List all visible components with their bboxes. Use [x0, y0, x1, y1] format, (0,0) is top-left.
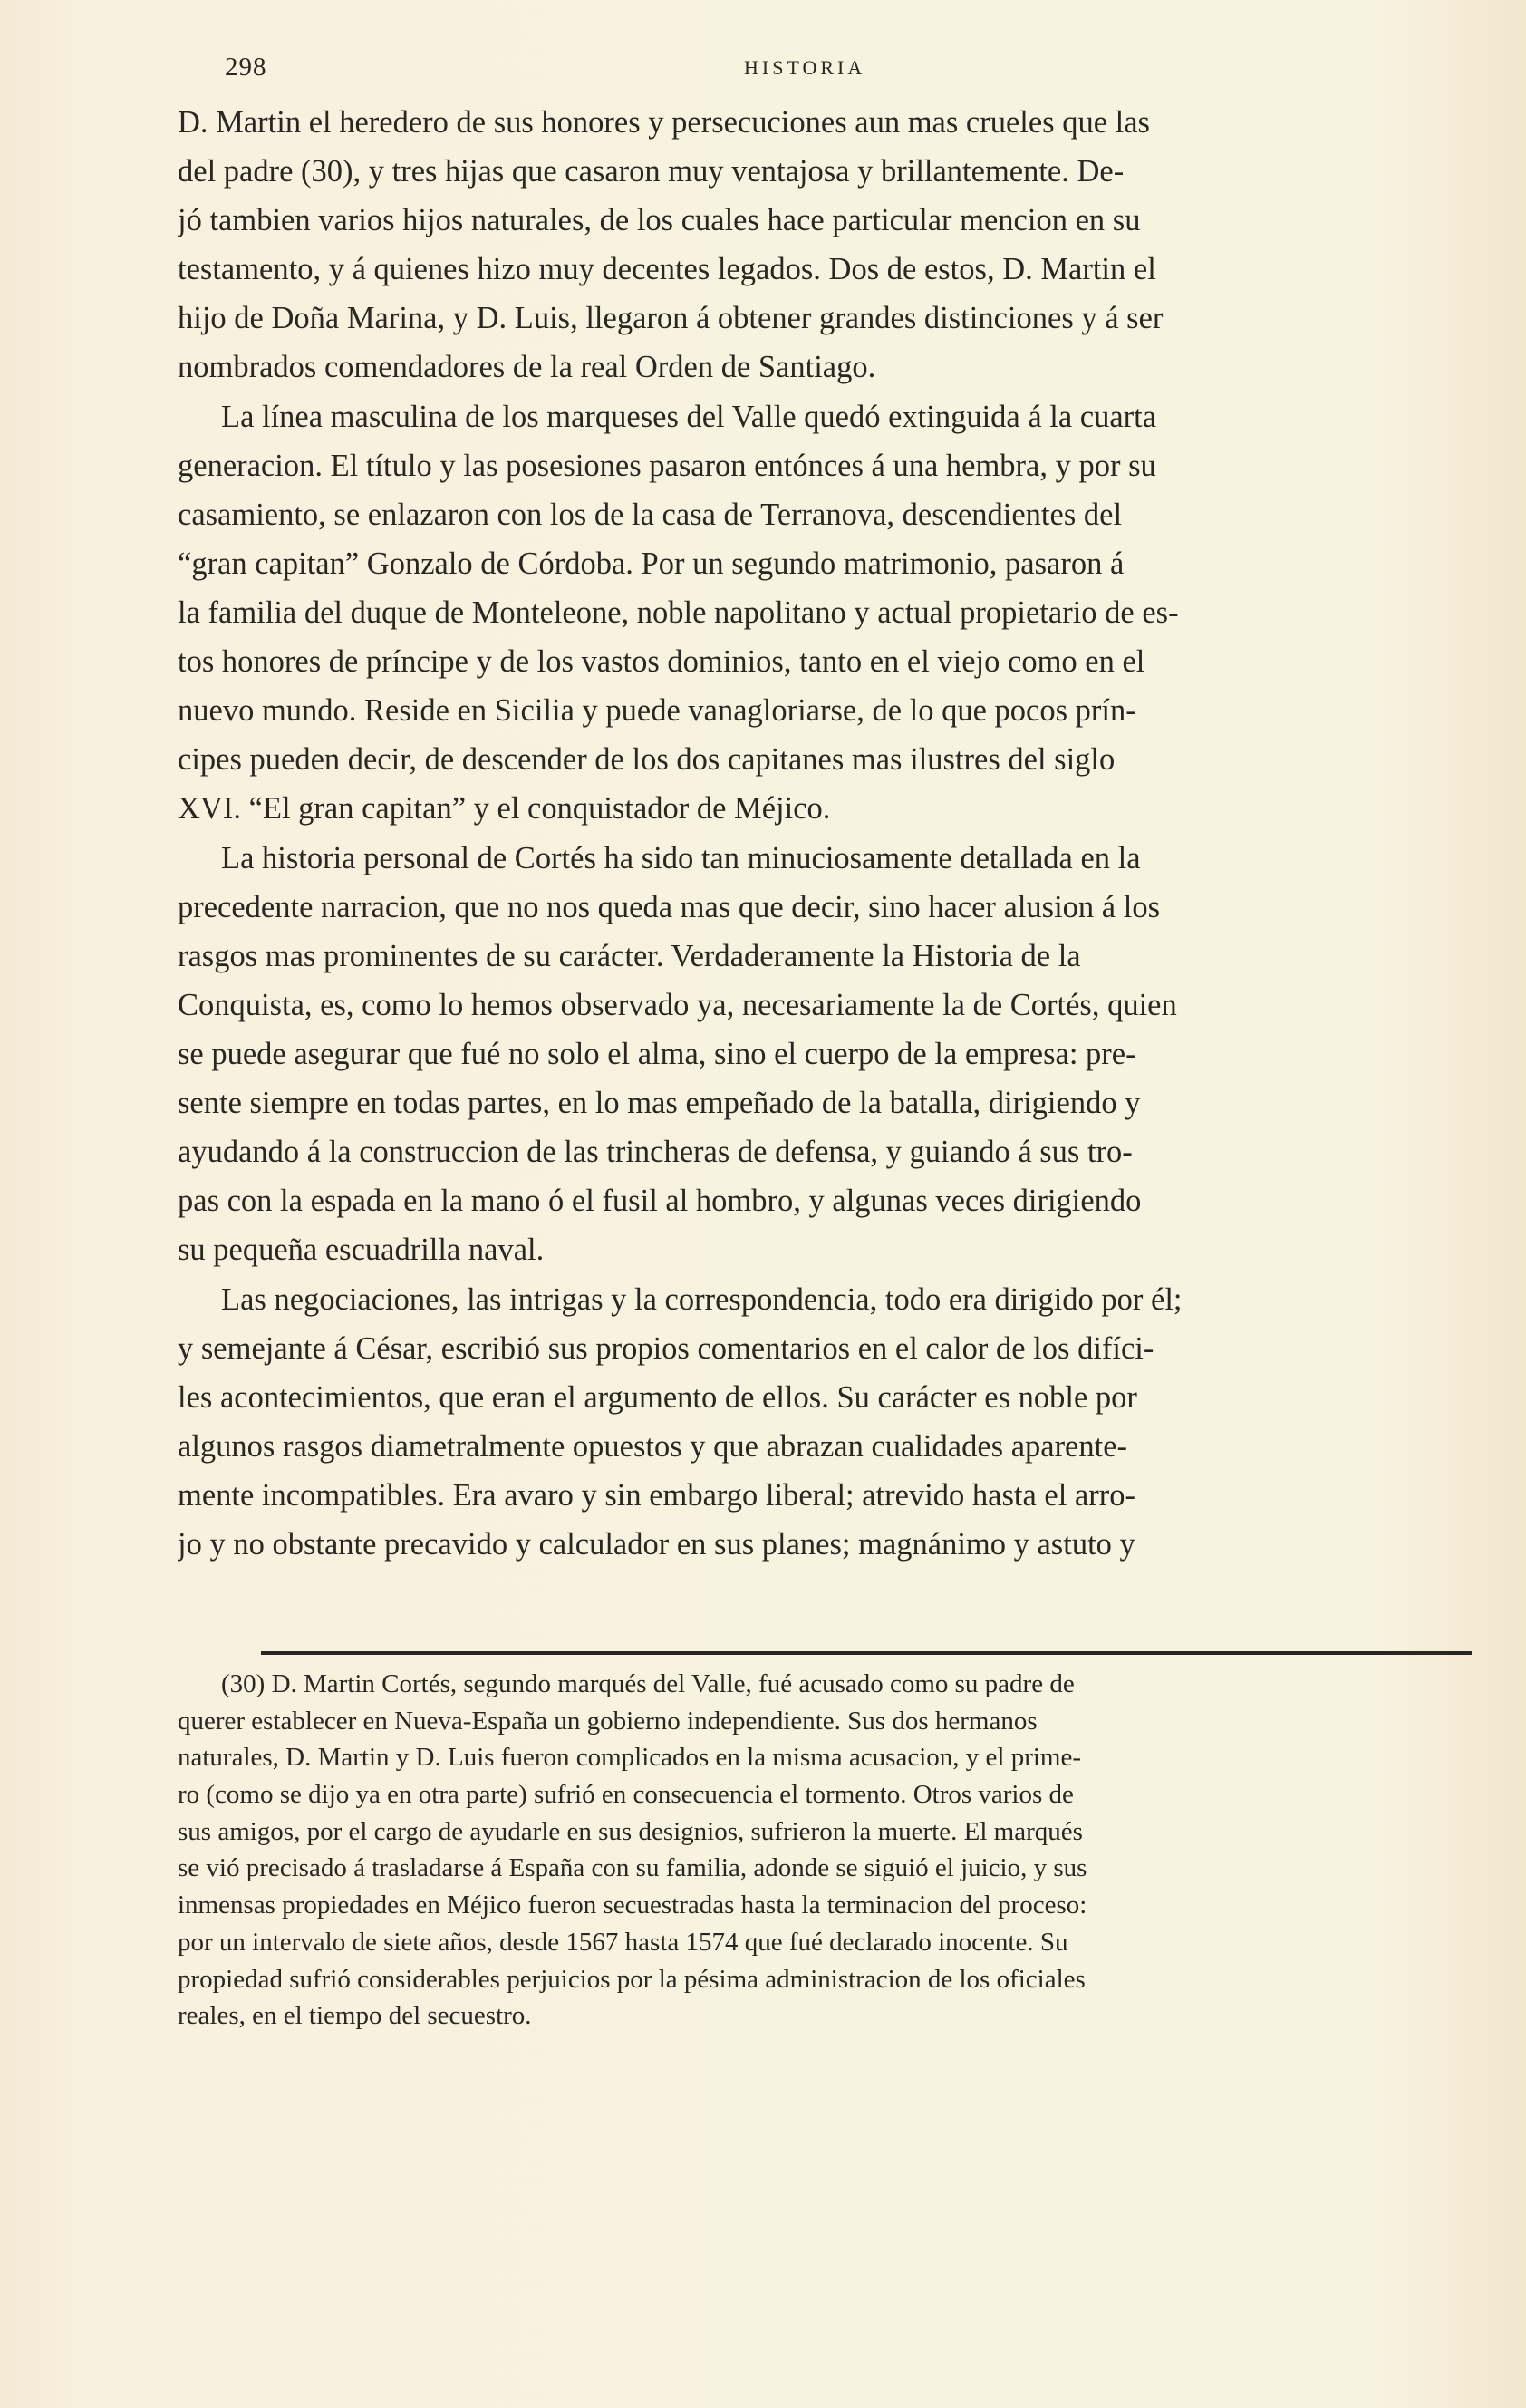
text-line: jo y no obstante precavido y calculador en sus planes; magnánimo y astuto y — [178, 1527, 1135, 1562]
footnote-line: naturales, D. Martin y D. Luis fueron complicados en la misma acusacion, y el prime- — [178, 1743, 1081, 1773]
text-line: se puede asegurar que fué no solo el alma, sino el cuerpo de la empresa: pre- — [178, 1037, 1136, 1071]
footnote-line: inmensas propiedades en Méjico fueron secuestradas hasta la terminacion del proceso: — [178, 1891, 1087, 1920]
text-line: jó tambien varios hijos naturales, de los cuales hace particular mencion en su — [178, 203, 1141, 237]
text-line: rasgos mas prominentes de su carácter. Verdaderamente la Historia de la — [178, 939, 1081, 973]
footnote-line: ro (como se dijo ya en otra parte) sufrió en consecuencia el tormento. Otros varios de — [178, 1780, 1074, 1810]
text-line: D. Martin el heredero de sus honores y persecuciones aun mas crueles que las — [178, 105, 1150, 140]
text-line: Las negociaciones, las intrigas y la correspondencia, todo era dirigido por él; — [221, 1282, 1183, 1317]
text-line: Conquista, es, como lo hemos observado ya, necesariamente la de Cortés, quien — [178, 988, 1177, 1022]
body-text — [178, 98, 1483, 1570]
text-line: La historia personal de Cortés ha sido tan minuciosamente detallada en la — [221, 841, 1141, 875]
paragraph-1 — [178, 98, 1483, 392]
text-line: les acontecimientos, que eran el argumento de ellos. Su carácter es noble por — [178, 1380, 1137, 1415]
text-line: cipes pueden decir, de descender de los dos capitanes mas ilustres del siglo — [178, 742, 1116, 777]
page-number: 298 — [225, 53, 267, 82]
text-line: del padre (30), y tres hijas que casaron muy ventajosa y brillantemente. De- — [178, 154, 1125, 189]
text-line: XVI. “El gran capitan” y el conquistador de Méjico. — [178, 791, 831, 826]
footnote-line: sus amigos, por el cargo de ayudarle en sus designios, sufrieron la muerte. El marqués — [178, 1816, 1083, 1846]
footnote — [178, 1666, 1483, 2035]
text-line: su pequeña escuadrilla naval. — [178, 1233, 545, 1267]
text-line: algunos rasgos diametralmente opuestos y que abrazan cualidades aparente- — [178, 1429, 1128, 1464]
text-line: precedente narracion, que no nos queda mas que decir, sino hacer alusion á los — [178, 890, 1161, 924]
running-head: HISTORIA — [744, 56, 866, 79]
text-line: mente incompatibles. Era avaro y sin embargo liberal; atrevido hasta el arro- — [178, 1478, 1135, 1513]
text-line: pas con la espada en la mano ó el fusil al hombro, y algunas veces dirigiendo — [178, 1184, 1142, 1218]
text-line: hijo de Doña Marina, y D. Luis, llegaron á obtener grandes distinciones y á ser — [178, 301, 1164, 335]
paragraph-4 — [178, 1275, 1483, 1569]
text-line: nuevo mundo. Reside en Sicilia y puede vanagloriarse, de lo que pocos prín- — [178, 693, 1136, 728]
text-line: generacion. El título y las posesiones pasaron entónces á una hembra, y por su — [178, 449, 1156, 483]
paragraph-3 — [178, 834, 1483, 1274]
footnote-line: querer establecer en Nueva-España un gobierno independiente. Sus dos hermanos — [178, 1706, 1038, 1736]
text-line: sente siempre en todas partes, en lo mas empeñado de la batalla, dirigiendo y — [178, 1086, 1141, 1120]
text-line: “gran capitan” Gonzalo de Córdoba. Por un segundo matrimonio, pasaron á — [178, 546, 1125, 581]
footnote-line: se vió precisado á trasladarse á España con su familia, adonde se siguió el juicio, y sus — [178, 1853, 1087, 1883]
text-line: testamento, y á quienes hizo muy decentes legados. Dos de estos, D. Martin el — [178, 252, 1156, 286]
text-line: la familia del duque de Monteleone, noble napolitano y actual propietario de es- — [178, 595, 1179, 630]
text-line: casamiento, se enlazaron con los de la casa de Terranova, descendientes del — [178, 498, 1123, 532]
footnote-line: (30) D. Martin Cortés, segundo marqués del Valle, fué acusado como su padre de — [221, 1669, 1075, 1698]
footnote-line: por un intervalo de siete años, desde 1567 hasta 1574 que fué declarado inocente. Su — [178, 1927, 1068, 1957]
text-line: nombrados comendadores de la real Orden de Santiago. — [178, 350, 876, 384]
footnote-line: reales, en el tiempo del secuestro. — [178, 2001, 532, 2031]
text-line: tos honores de príncipe y de los vastos dominios, tanto en el viejo como en el — [178, 644, 1145, 679]
text-line: La línea masculina de los marqueses del Valle quedó extinguida á la cuarta — [221, 400, 1157, 434]
footnote-rule — [261, 1651, 1472, 1655]
footnote-line: propiedad sufrió considerables perjuicios por la pésima administracion de los oficiales — [178, 1964, 1086, 1994]
page-header — [178, 53, 1483, 92]
text-line: ayudando á la construccion de las trincheras de defensa, y guiando á sus tro- — [178, 1135, 1133, 1169]
text-line: y semejante á César, escribió sus propios comentarios en el calor de los difíci- — [178, 1331, 1154, 1366]
paragraph-2 — [178, 392, 1483, 833]
